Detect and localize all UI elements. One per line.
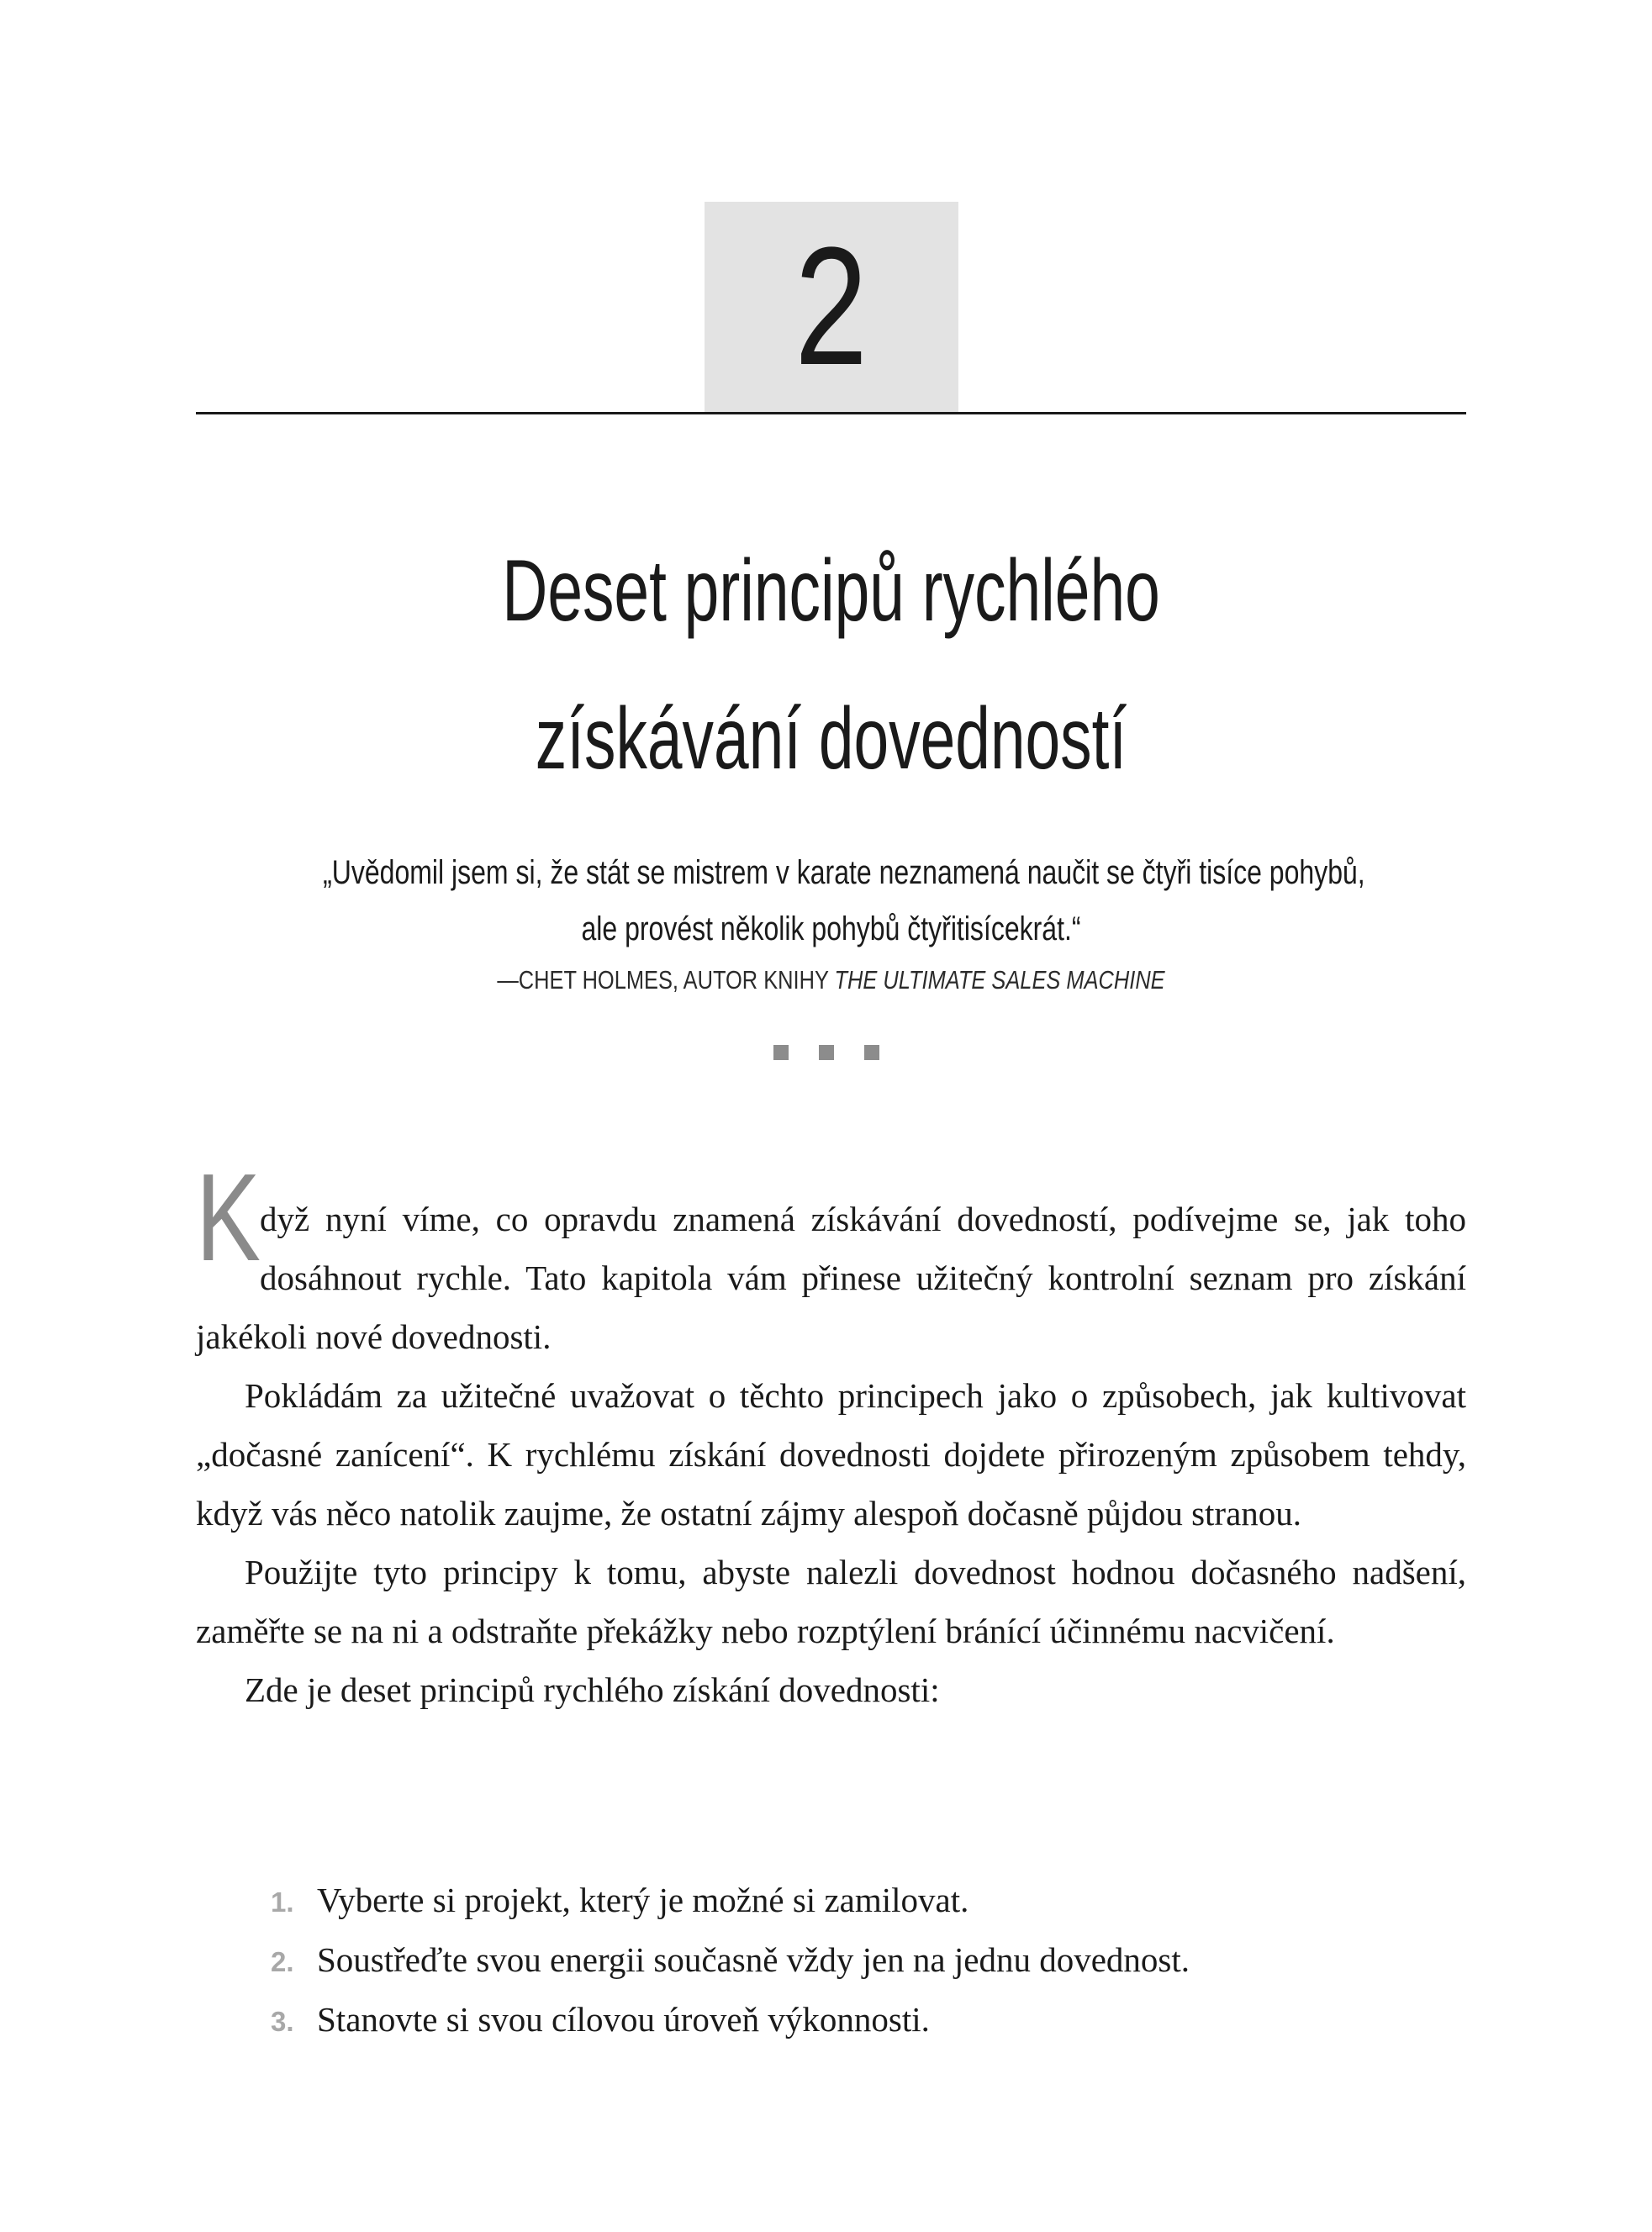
epigraph-attribution	[310, 959, 1352, 1001]
list-item	[271, 1991, 1190, 2050]
chapter-rule	[196, 412, 1466, 414]
chapter-title-line-1: Deset principů rychlého	[502, 542, 1160, 640]
paragraph-4: Zde je deset principů rychlého získání dovednosti:	[245, 1670, 940, 1709]
section-ornament	[0, 1045, 1652, 1060]
attribution-author: —CHET HOLMES, AUTOR KNIHY	[497, 965, 835, 995]
list-item	[271, 1871, 1190, 1931]
paragraph-1	[196, 1148, 1466, 1366]
chapter-number: 2	[794, 213, 868, 400]
list-item	[271, 1931, 1190, 1991]
chapter-number-box	[705, 202, 958, 412]
chapter-title	[196, 517, 1466, 813]
principles-list	[271, 1871, 1190, 2050]
list-item-number: 3.	[271, 2006, 294, 2037]
list-item-text: Stanovte si svou cílovou úroveň výkonnosti.	[317, 2000, 930, 2039]
list-item-text: Soustřeďte svou energii současně vždy jen na jednu dovednost.	[317, 1940, 1190, 1979]
body-text	[196, 1148, 1466, 1719]
epigraph-line-1: „Uvědomil jsem si, že stát se mistrem v karate neznamená naučit se čtyři tisíce pohybů,	[323, 854, 1365, 891]
list-item-number: 2.	[271, 1946, 294, 1977]
list-item-number: 1.	[271, 1886, 294, 1918]
attribution-book-title: THE ULTIMATE SALES MACHINE	[834, 965, 1165, 995]
ornament-square	[773, 1045, 789, 1060]
drop-cap: K	[196, 1148, 261, 1287]
list-item-text: Vyberte si projekt, který je možné si zamilovat.	[317, 1881, 969, 1919]
epigraph	[196, 845, 1466, 1001]
ornament-square	[819, 1045, 834, 1060]
paragraph-2: Pokládám za užitečné uvažovat o těchto principech jako o způsobech, jak kultivovat „dočasné zanícení“. K rychlému získání dovednosti dojdete přirozeným způsobem tehdy, když vás něco natolik zaujme, že ostatní zájmy alespoň dočasně půjdou stranou.	[196, 1376, 1466, 1533]
ornament-square	[864, 1045, 879, 1060]
chapter-title-line-2: získávání dovedností	[535, 690, 1127, 788]
paragraph-1-text: dyž nyní víme, co opravdu znamená získávání dovedností, podívejme se, jak toho dosáhnout rychle. Tato kapitola vám přinese užitečný kontrolní seznam pro získání jakékoli nové dovednosti.	[196, 1200, 1466, 1356]
epigraph-line-2: ale provést několik pohybů čtyřitisícekrát.“	[581, 910, 1081, 947]
paragraph-3: Použijte tyto principy k tomu, abyste nalezli dovednost hodnou dočasného nadšení, zaměřte se na ni a odstraňte překážky nebo rozptýlení bránící účinnému nacvičení.	[196, 1553, 1466, 1650]
